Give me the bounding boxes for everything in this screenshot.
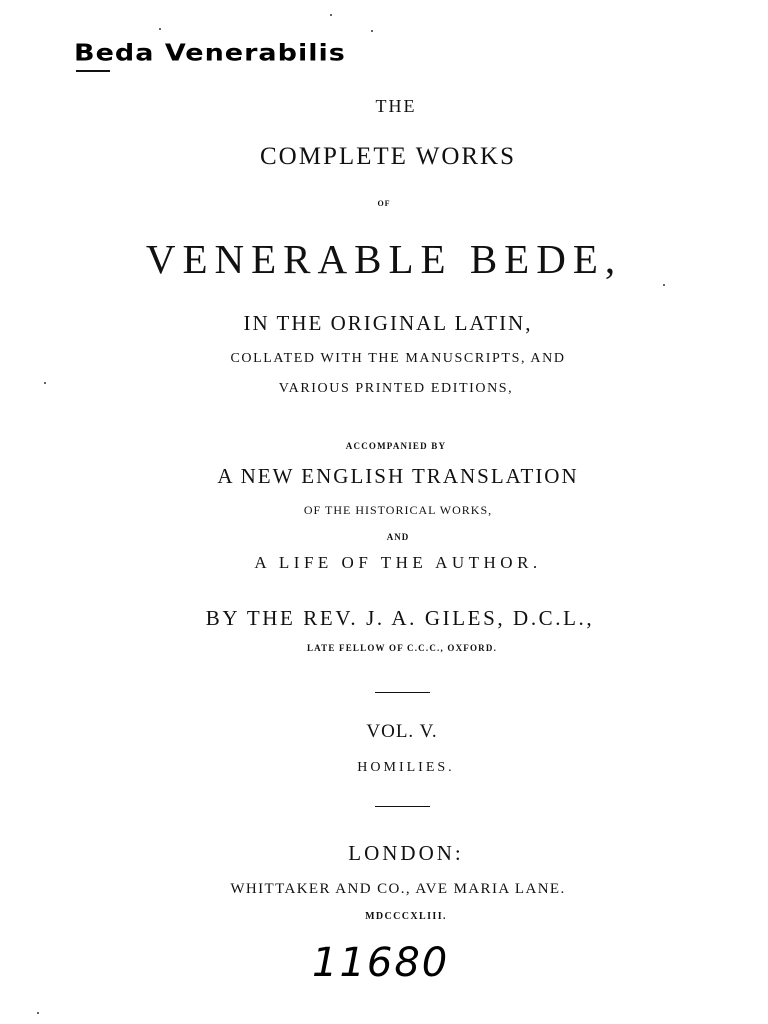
- publisher-line: WHITTAKER AND CO., AVE MARIA LANE.: [230, 881, 566, 897]
- original-latin: IN THE ORIGINAL LATIN,: [243, 311, 533, 335]
- and-line: AND: [386, 532, 410, 542]
- author-title: VENERABLE BEDE,: [145, 236, 623, 282]
- divider-top: [375, 692, 430, 693]
- scan-speck: [330, 14, 332, 16]
- collated-line: COLLATED WITH THE MANUSCRIPTS, AND: [230, 351, 566, 366]
- historical-works: OF THE HISTORICAL WORKS,: [303, 503, 493, 517]
- place-of-publication: LONDON:: [348, 841, 464, 865]
- handwritten-inscription: Beda Venerabilis: [74, 40, 346, 67]
- scan-speck: [159, 28, 161, 30]
- life-of-author: A LIFE OF THE AUTHOR.: [254, 553, 542, 572]
- inscription-underline: [76, 70, 110, 72]
- scan-speck: [44, 382, 46, 384]
- new-translation: A NEW ENGLISH TRANSLATION: [217, 464, 579, 488]
- accompanied-by: ACCOMPANIED BY: [345, 441, 447, 451]
- volume-subject: HOMILIES.: [357, 760, 455, 775]
- scan-speck: [37, 1012, 39, 1014]
- editor-affiliation: LATE FELLOW OF C.C.C., OXFORD.: [306, 643, 498, 653]
- scan-speck: [663, 284, 665, 286]
- title-of: OF: [377, 199, 391, 208]
- various-editions-line: VARIOUS PRINTED EDITIONS,: [278, 381, 514, 396]
- title-the: THE: [375, 96, 417, 116]
- editor-line: BY THE REV. J. A. GILES, D.C.L.,: [205, 606, 595, 630]
- title-complete-works: COMPLETE WORKS: [259, 143, 517, 170]
- divider-bottom: [375, 806, 430, 807]
- scan-speck: [371, 30, 373, 32]
- publication-year: MDCCCXLIII.: [365, 911, 447, 922]
- handwritten-catalog-number: 11680: [312, 940, 450, 986]
- volume-number: VOL. V.: [366, 721, 438, 742]
